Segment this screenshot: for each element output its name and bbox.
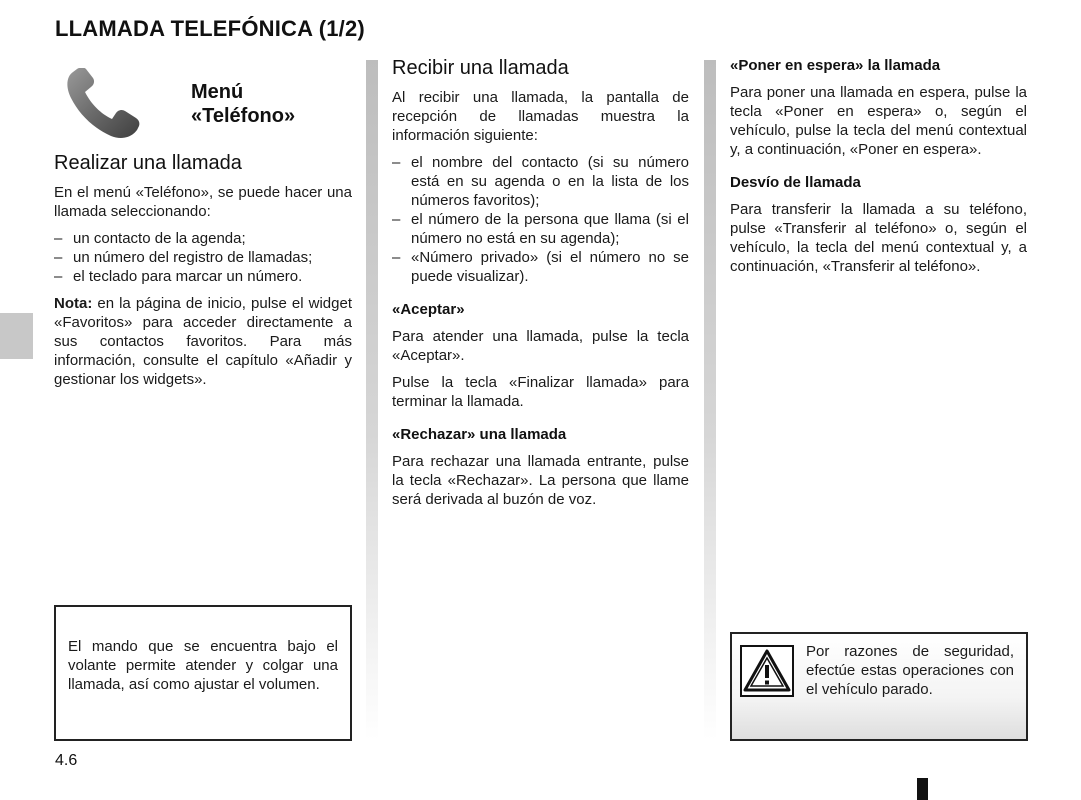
note-label: Nota: [54, 295, 93, 312]
subheading-accept: «Aceptar» [392, 301, 465, 318]
column-3 [730, 56, 1027, 284]
menu-heading-line2: «Teléfono» [191, 105, 296, 127]
list-call-info [392, 153, 689, 286]
list-item: – un contacto de la agenda; [54, 230, 246, 247]
subheading-hold: «Poner en espera» la llamada [730, 57, 941, 74]
subheading-reject: «Rechazar» una llamada [392, 426, 567, 443]
column-1 [54, 151, 352, 397]
paragraph-accept-1: Para atender una llamada, pulse la tecla «Aceptar». [392, 328, 689, 364]
warning-triangle-icon [740, 645, 794, 697]
page-title: LLAMADA TELEFÓNICA (1/2) [55, 16, 365, 41]
list-call-options [54, 229, 352, 286]
list-item: – «Número privado» (si el número no se puede visualizar). [392, 249, 689, 285]
paragraph-transfer: Para transferir la llamada a su teléfono, pulse «Transferir al teléfono» o, según el vehículo, la tecla del menú contextual y, a continuación, «Transferir al teléfono». [730, 201, 1027, 275]
column-divider-1 [366, 60, 378, 740]
menu-heading-line1: Menú [191, 81, 244, 103]
subheading-transfer: Desvío de llamada [730, 174, 861, 191]
paragraph-reject: Para rechazar una llamada entrante, pulse la tecla «Rechazar». La persona que llame será derivada al buzón de voz. [392, 453, 689, 508]
section-title-make-call: Realizar una llamada [54, 152, 242, 174]
paragraph-intro: En el menú «Teléfono», se puede hacer una llamada seleccionando: [54, 184, 352, 220]
list-item: – el teclado para marcar un número. [54, 268, 303, 285]
list-item: – el nombre del contacto (si su número está en su agenda o en la lista de los números favoritos); [392, 154, 689, 209]
paragraph-note [54, 294, 352, 389]
menu-heading [191, 80, 295, 128]
section-title-receive-call: Recibir una llamada [392, 57, 569, 79]
info-box-steering-control [54, 605, 352, 741]
warning-text: Por razones de seguridad, efectúe estas operaciones con el vehículo parado. [806, 643, 1014, 698]
note-text: en la página de inicio, pulse el widget «Favoritos» para acceder directamente a sus contactos favoritos. Para más información, consulte el capítulo «Añadir y gestionar los widgets». [54, 295, 352, 388]
section-tab [0, 313, 33, 359]
paragraph-accept-2: Pulse la tecla «Finalizar llamada» para terminar la llamada. [392, 374, 689, 410]
paragraph-hold: Para poner una llamada en espera, pulse la tecla «Poner en espera» o, según el vehículo, pulse la tecla del menú contextual y, a continuación, «Poner en espera». [730, 84, 1027, 158]
info-box-text: El mando que se encuentra bajo el volante permite atender y colgar una llamada, así como ajustar el volumen. [68, 638, 338, 693]
column-2 [392, 56, 689, 517]
list-item: – un número del registro de llamadas; [54, 249, 313, 266]
phone-handset-icon [63, 68, 143, 140]
page-number: 4.6 [55, 752, 78, 769]
list-item: – el número de la persona que llama (si el número no está en su agenda); [392, 211, 689, 247]
column-divider-2 [704, 60, 716, 740]
print-marker [917, 778, 928, 800]
paragraph-intro: Al recibir una llamada, la pantalla de recepción de llamadas muestra la información siguiente: [392, 89, 689, 144]
